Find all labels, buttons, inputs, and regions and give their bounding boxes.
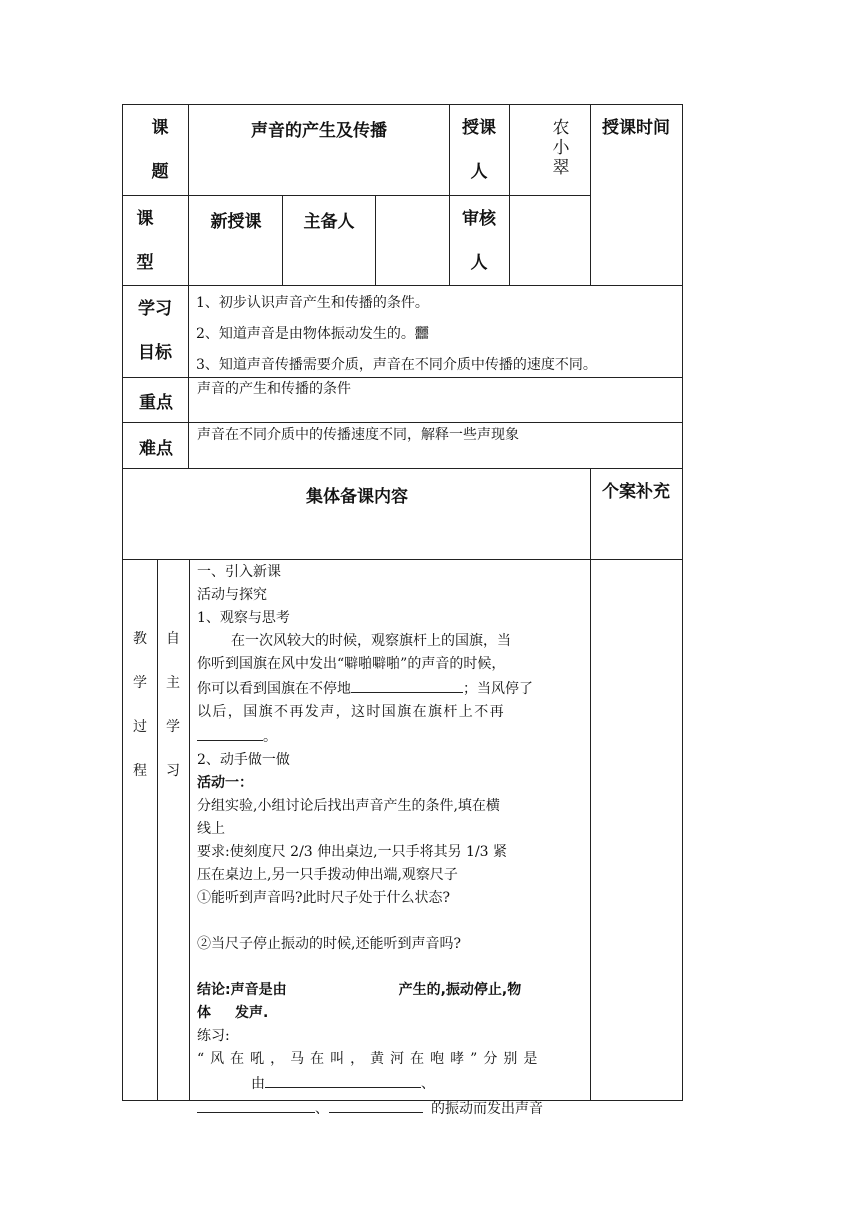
text-line: ②当尺子停止振动的时候,还能听到声音吗?	[197, 936, 461, 952]
text-line: 体 发声.	[197, 1005, 269, 1021]
fill-blank[interactable]	[265, 1071, 421, 1088]
preparer-label: 主备人	[303, 212, 355, 232]
text-line: 。	[197, 724, 587, 749]
text-line: 活动与探究	[197, 587, 267, 603]
text-line: 以后，国旗不再发声，这时国旗在旗杆上不再	[197, 704, 505, 720]
teacher-label: 授课人	[462, 118, 496, 182]
text-line: 你听到国旗在风中发出“噼啪噼啪”的声音的时候，	[197, 656, 506, 672]
text-line: 分组实验,小组讨论后找出声音产生的条件,填在横	[197, 798, 500, 814]
text-line: ①能听到声音吗?此时尺子处于什么状态?	[197, 890, 451, 906]
process-sub-label: 自主学习	[166, 631, 180, 779]
text-line: 、 的振动而发出声音	[197, 1096, 587, 1121]
text-line: 线上	[197, 821, 225, 837]
topic-value: 声音的产生及传播	[251, 121, 387, 141]
process-label: 教学过程	[133, 631, 147, 779]
text-line: 活动一：	[197, 775, 253, 791]
teacher-value: 农小翠	[552, 118, 570, 178]
goals-list	[196, 288, 682, 381]
goal-item: 3、知道声音传播需要介质，声音在不同介质中传播的速度不同。	[196, 357, 597, 373]
fill-blank[interactable]	[351, 676, 463, 693]
type-label: 课型	[136, 209, 154, 273]
collective-title: 集体备课内容	[306, 487, 408, 507]
goals-label: 学习目标	[138, 299, 172, 363]
fill-blank[interactable]	[329, 1096, 423, 1113]
process-content	[197, 561, 587, 1121]
collective-side-label: 个案补充	[602, 482, 670, 502]
goal-item: 1、初步认识声音产生和传播的条件。	[196, 295, 429, 311]
topic-label: 课题	[151, 118, 169, 182]
text-line: 压在桌边上,另一只手拨动伸出端,观察尺子	[197, 867, 458, 883]
goal-item: 2、知道声音是由物体振动发生的。䨻	[196, 326, 429, 342]
text-line: 在一次风较大的时候，观察旗杆上的国旗，当	[231, 633, 511, 649]
text-line: 一、引入新课	[197, 564, 281, 580]
type-value: 新授课	[210, 212, 262, 232]
difficult-point-label: 难点	[139, 439, 173, 459]
time-label: 授课时间	[602, 118, 670, 138]
text-line: 你可以看到国旗在不停地 ；当风停了	[197, 676, 587, 701]
text-line: 1、观察与思考	[197, 610, 290, 626]
difficult-point-text: 声音在不同介质中的传播速度不同，解释一些声现象	[197, 427, 519, 443]
text-line: “风在吼，马在叫，黄河在咆哮”分别是	[197, 1051, 544, 1067]
text-line: 要求:使刻度尺 2/3 伸出桌边,一只手将其另 1/3 紧	[197, 844, 508, 860]
fill-blank[interactable]	[197, 724, 263, 741]
text-line: 练习:	[197, 1028, 230, 1044]
key-point-label: 重点	[139, 393, 173, 413]
fill-blank[interactable]	[197, 1096, 315, 1113]
key-point-text: 声音的产生和传播的条件	[197, 381, 351, 397]
text-line: 2、动手做一做	[197, 752, 290, 768]
text-line: 由 、	[197, 1071, 587, 1096]
text-line: 结论:声音是由 产生的,振动停止,物	[197, 982, 522, 998]
reviewer-label: 审核人	[462, 209, 496, 273]
